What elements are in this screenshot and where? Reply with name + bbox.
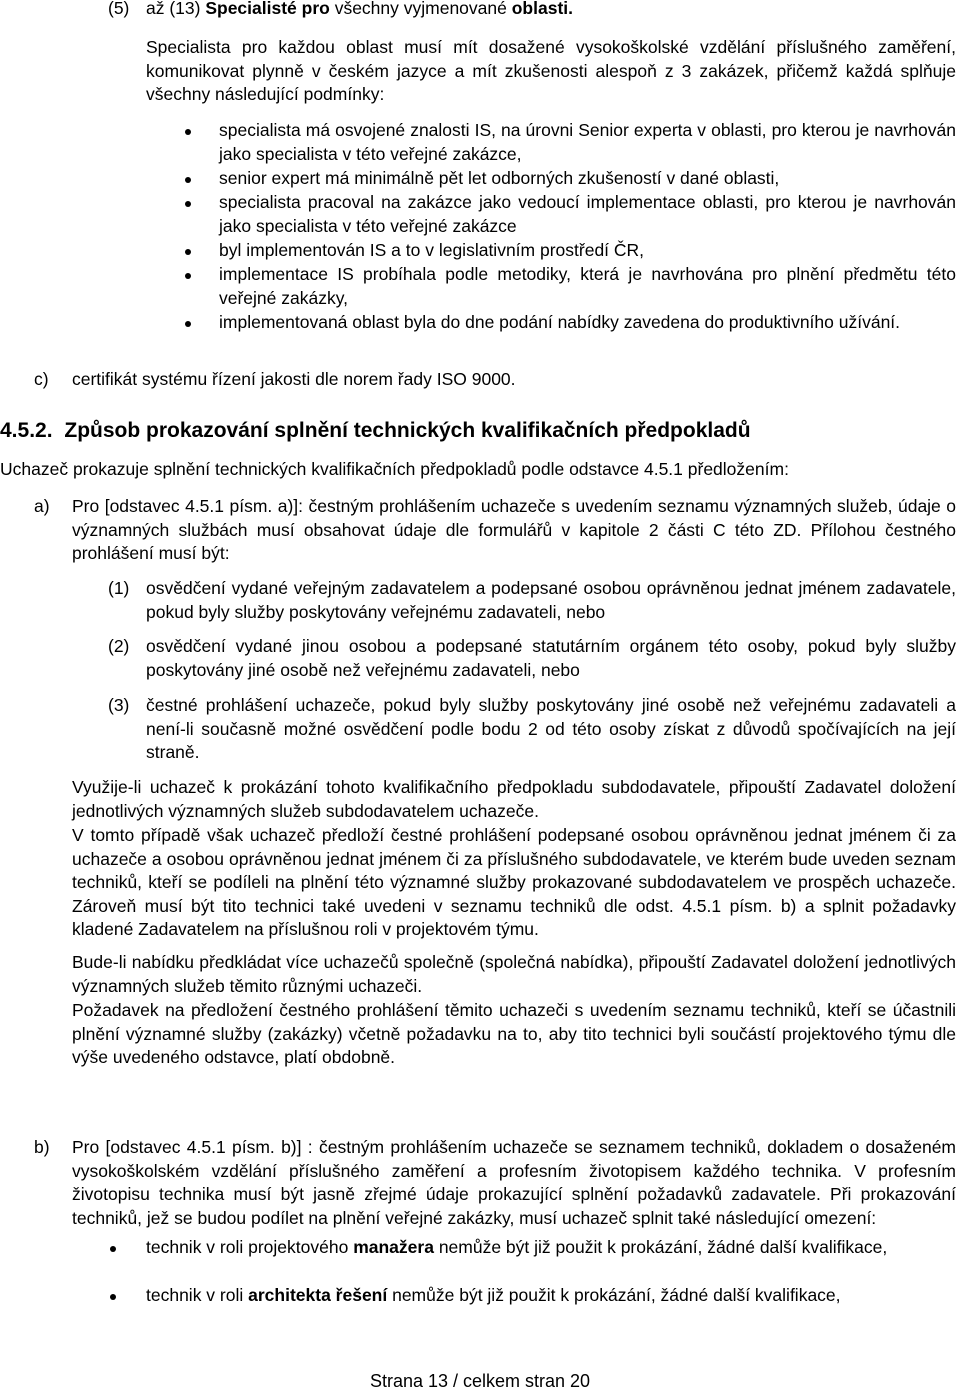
sub-item-label: (2) — [108, 636, 130, 656]
condition-item: byl implementován IS a to v legislativním prostředí ČR, — [219, 240, 645, 260]
bullet-icon — [110, 1294, 116, 1300]
sub-item-label: (3) — [108, 695, 130, 715]
paragraph: V tomto případě však uchazeč předloží čestné prohlášení podepsané osobou oprávněnou jednat jménem či za uchazeče a osobou oprávněnou jednat jménem či za příslušného subdodavatele, ve kterém bude uveden seznam techniků, kteří se podíleli na plnění této významné služby prokazované subdodavatelem ve prospěch uchazeče. Zároveň musí být tito technici také uvedeni v seznamu techniků dle odst. 4.5.1 písm. b) a splnit požadavky kladené Zadavatelem na příslušnou roli v projektovém týmu. — [72, 825, 956, 939]
sub-item-label: (1) — [108, 578, 130, 598]
paragraph: Požadavek na předložení čestného prohlášení těmito uchazeči s uvedením seznamu techniků, kteří se účastnili plnění významné služby (zakázky) včetně požadavku na to, aby tito technici byli součástí projektového týmu dle výše uvedeného odstavce, platí obdobně. — [72, 1000, 956, 1067]
item-b-text: Pro [odstavec 4.5.1 písm. b)] : čestným prohlášením uchazeče se seznamem techniků, dokladem o dosaženém vysokoškolském vzdělání příslušného zaměření a profesním životopisem každého technika. V profesním životopisu technika musí být jasně zřejmé údaje prokazující splnění požadavků zadavatele. Při prokazování techniků, jež se budou podílet na plnění veřejné zakázky, musí uchazeč splnit také následující omezení: — [72, 1137, 956, 1228]
condition-item: specialista má osvojené znalosti IS, na úrovni Senior experta v oblasti, pro kterou je navrhován jako specialista v této veřejné zakázce, — [219, 120, 956, 164]
item-5-text: až (13) Specialisté pro všechny vyjmenované oblasti. — [146, 0, 573, 18]
bullet-icon — [185, 177, 191, 183]
restriction-item: technik v roli architekta řešení nemůže být již použit k prokázání, žádné další kvalifikace, — [146, 1285, 841, 1305]
condition-item: senior expert má minimálně pět let odborných zkušeností v dané oblasti, — [219, 168, 780, 188]
item-c-text: certifikát systému řízení jakosti dle norem řady ISO 9000. — [72, 369, 516, 389]
sub-item-text: osvědčení vydané jinou osobou a podepsané statutárním orgánem této osoby, pokud byly služby poskytovány jiné osobě než veřejnému zadavateli, nebo — [146, 636, 956, 680]
bullet-icon — [185, 321, 191, 327]
item-c-label: c) — [34, 369, 49, 389]
section-intro: Uchazeč prokazuje splnění technických kvalifikačních předpokladů podle odstavce 4.5.1 předložením: — [0, 459, 789, 479]
bullet-icon — [185, 249, 191, 255]
section-number: 4.5.2. — [0, 419, 53, 442]
bullet-icon — [185, 273, 191, 279]
specialist-intro: Specialista pro každou oblast musí mít dosažené vysokoškolské vzdělání příslušného zaměření, komunikovat plynně v českém jazyce a mít zkušenosti alespoň z 3 zakázek, přičemž každá splňuje všechny následující podmínky: — [146, 37, 956, 104]
sub-item-text: osvědčení vydané veřejným zadavatelem a podepsané osobou oprávněnou jednat jménem zadavatele, pokud byly služby poskytovány veřejnému zadavateli, nebo — [146, 578, 956, 622]
paragraph: Využije-li uchazeč k prokázání tohoto kvalifikačního předpokladu subdodavatele, připouští Zadavatel doložení jednotlivých významných služeb subdodavatelem uchazeče. — [72, 777, 956, 821]
section-heading — [0, 418, 751, 444]
section-title: Způsob prokazování splnění technických kvalifikačních předpokladů — [64, 419, 751, 442]
item-5-label: (5) — [108, 0, 130, 18]
page-footer: Strana 13 / celkem stran 20 — [369, 1371, 591, 1391]
item-a-label: a) — [34, 496, 50, 516]
item-b-label: b) — [34, 1137, 50, 1157]
condition-item: implementace IS probíhala podle metodiky, která je navrhována pro plnění předmětu této veřejné zakázky, — [219, 264, 956, 308]
item-a-text: Pro [odstavec 4.5.1 písm. a)]: čestným prohlášením uchazeče s uvedením seznamu významných služeb, údaje o významných službách musí obsahovat údaje dle formulářů v kapitole 2 části C této ZD. Přílohou čestného prohlášení musí být: — [72, 496, 956, 563]
restriction-item: technik v roli projektového manažera nemůže být již použit k prokázání, žádné další kvalifikace, — [146, 1237, 888, 1257]
bullet-icon — [185, 201, 191, 207]
bullet-icon — [185, 129, 191, 135]
sub-item-text: čestné prohlášení uchazeče, pokud byly služby poskytovány jiné osobě než veřejnému zadavateli a není-li současně možné osvědčení podle bodu 2 od této osoby získat z důvodů spočívajících na její straně. — [146, 695, 956, 762]
paragraph: Bude-li nabídku předkládat více uchazečů společně (společná nabídka), připouští Zadavatel doložení jednotlivých významných služeb těmito různými uchazeči. — [72, 952, 956, 996]
bullet-icon — [110, 1246, 116, 1252]
condition-item: implementovaná oblast byla do dne podání nabídky zavedena do produktivního užívání. — [219, 312, 901, 332]
condition-item: specialista pracoval na zakázce jako vedoucí implementace oblasti, pro kterou je navrhován jako specialista v této veřejné zakázce — [219, 192, 956, 236]
